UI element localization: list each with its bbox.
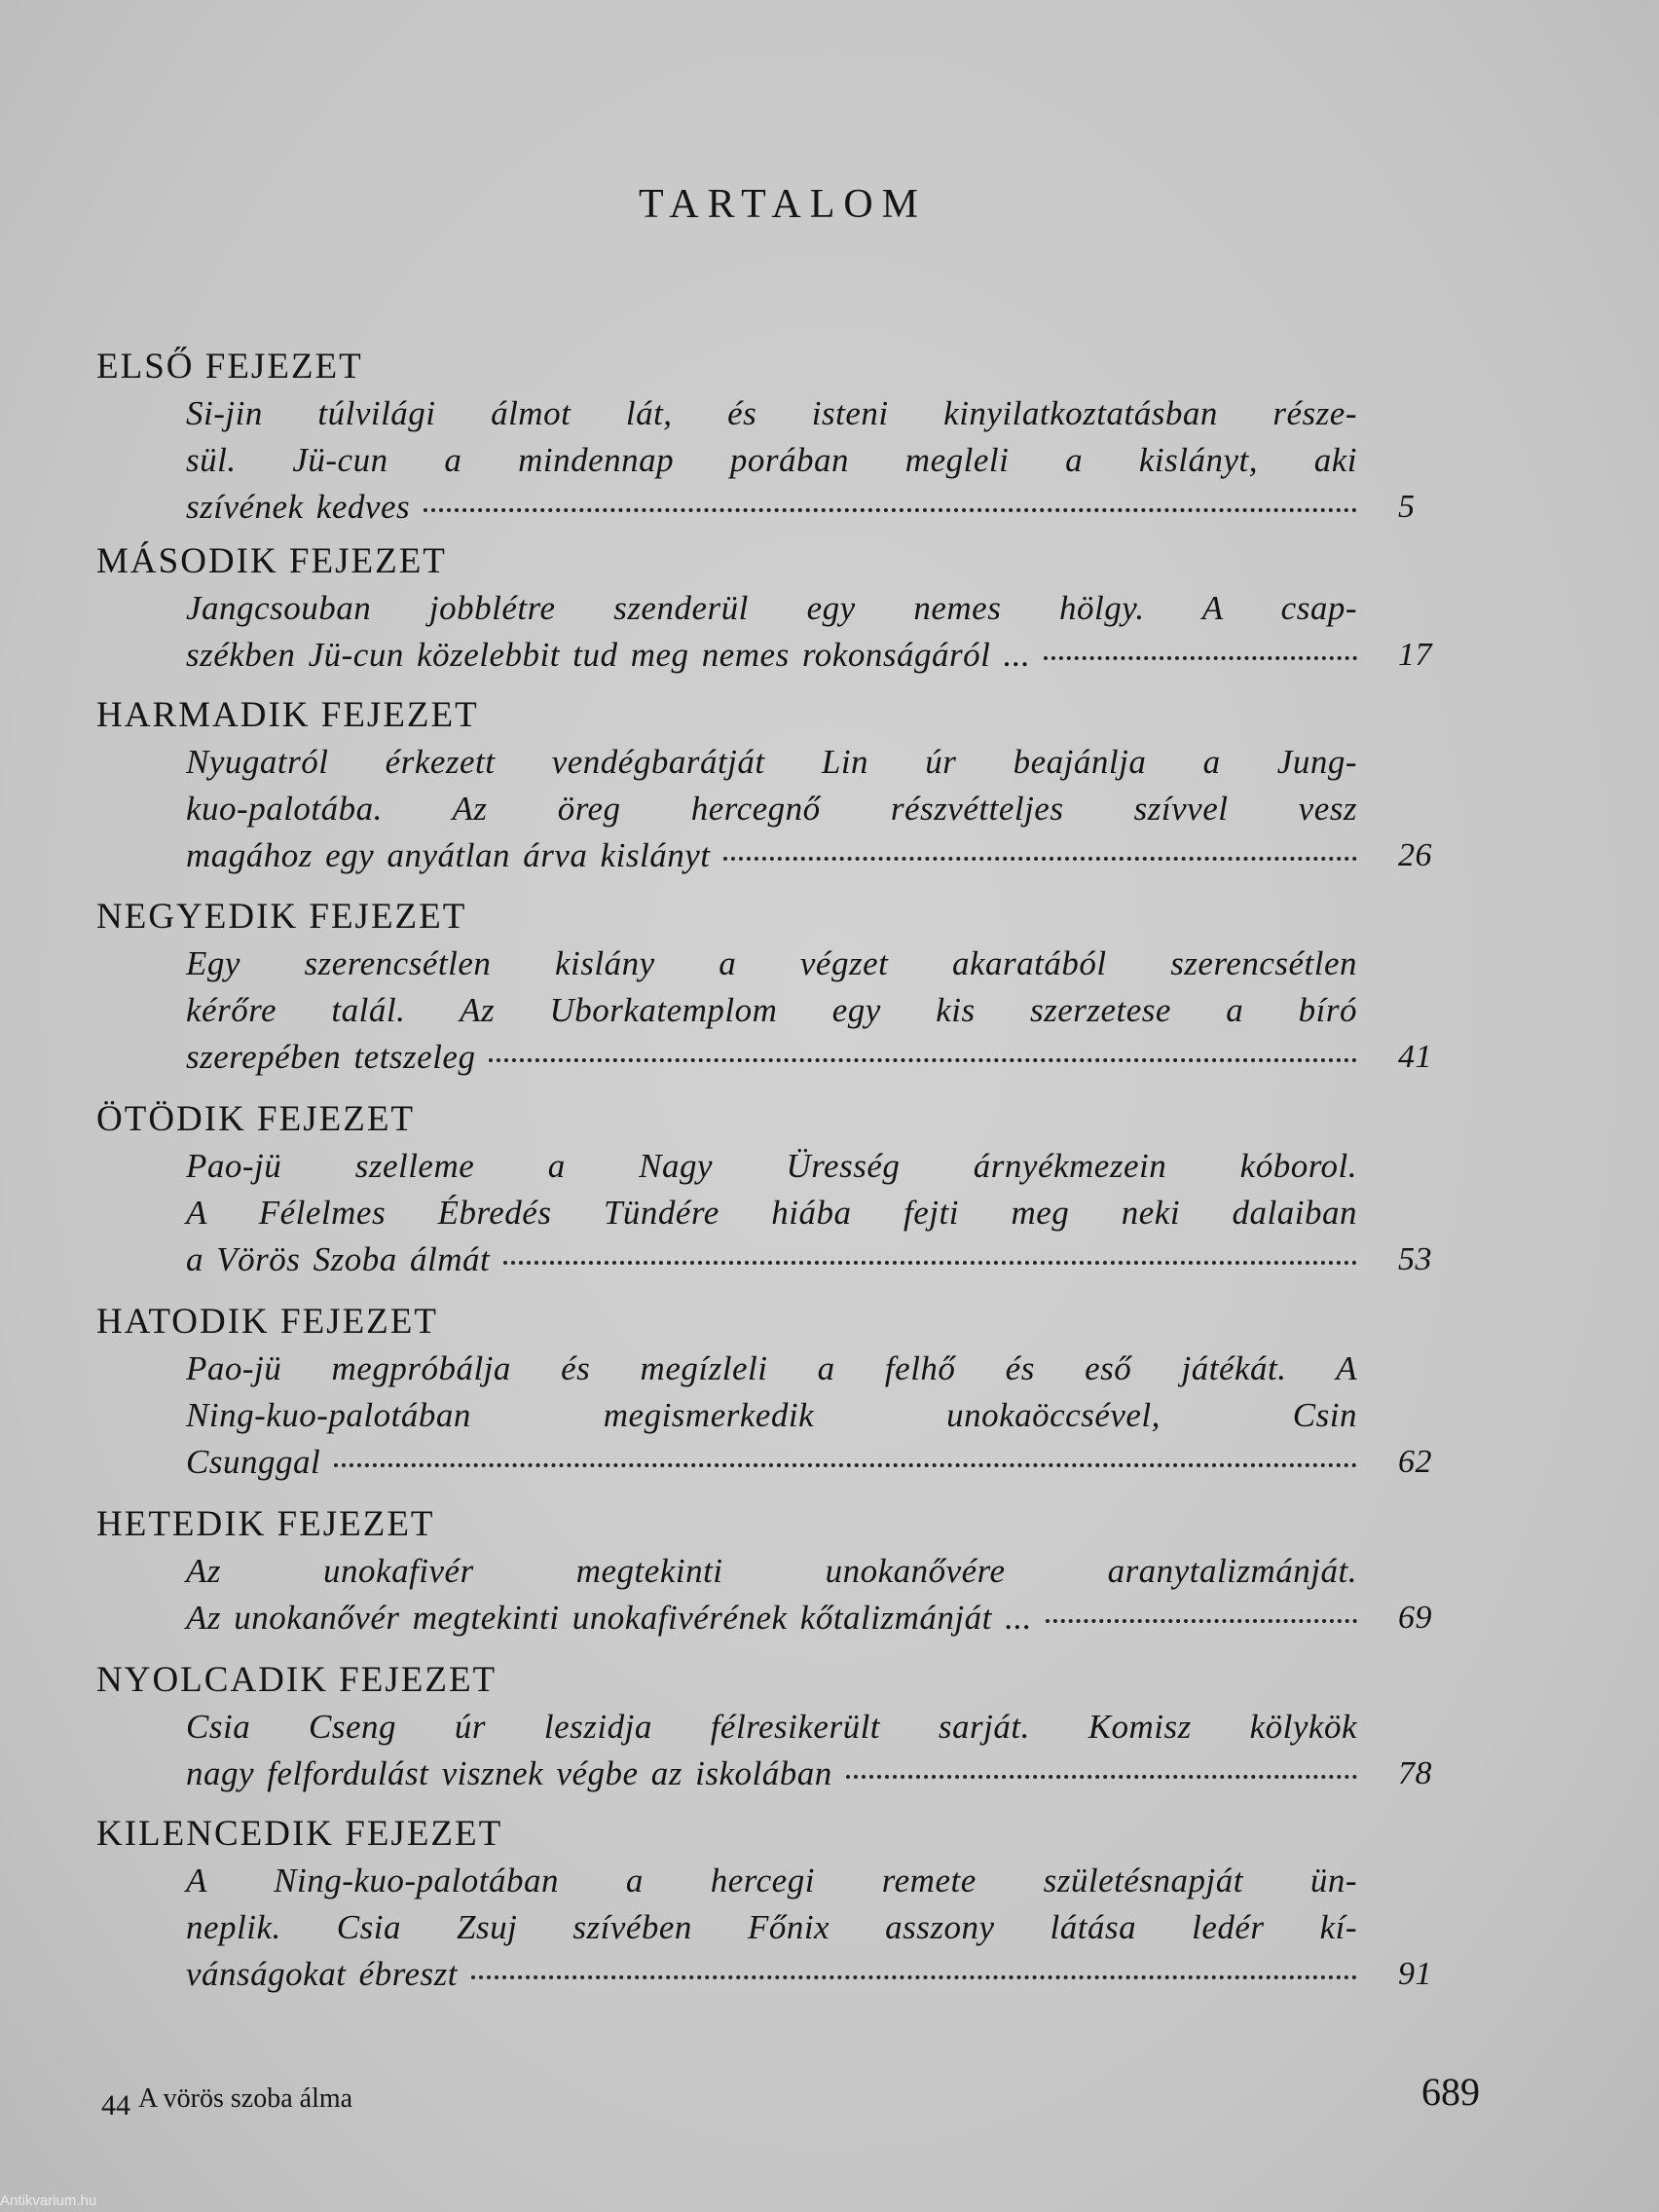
chapter-summary-line: Jangcsouban jobblétre szenderül egy nemes hölgy. A csap- [186,589,1357,627]
chapter-summary-line: Pao-jü megpróbálja és megízleli a felhő és eső játékát. A [186,1349,1357,1387]
toc-entry [96,894,1495,1081]
chapter-summary-line [186,1951,1432,1998]
chapter-title: KILENCEDIK FEJEZET [96,1814,503,1854]
summary-text: szívének kedves [186,488,411,526]
chapter-page-number: 5 [1398,489,1416,525]
chapter-page-number: 69 [1398,1600,1432,1636]
signature-number: 44 [101,2089,130,2121]
summary-text: Csunggal [186,1443,321,1481]
dot-leader [471,1975,1357,1979]
chapter-summary-line: Egy szerencsétlen kislány a végzet akaratából szerencsétlen [186,944,1357,982]
chapter-page-number: 53 [1398,1241,1432,1277]
page-number: 689 [1421,2070,1480,2114]
chapter-summary-line [186,1236,1432,1283]
chapter-page-number: 26 [1398,837,1432,873]
chapter-summary-line: Ning-kuo-palotában megismerkedik unokaöccsével, Csin [186,1396,1357,1434]
chapter-page-number: 62 [1398,1444,1432,1480]
chapter-page-number: 91 [1398,1956,1432,1992]
chapter-summary-line [186,1439,1432,1486]
chapter-summary-line [186,1034,1432,1081]
chapter-summary-line: A Félelmes Ébredés Tündére hiába fejti meg neki dalaiban [186,1194,1357,1232]
chapter-summary-line: Pao-jü szelleme a Nagy Üresség árnyékmezein kóborol. [186,1147,1357,1185]
dot-leader [1046,1619,1357,1623]
chapter-title: NEGYEDIK FEJEZET [96,897,467,937]
chapter-title: NYOLCADIK FEJEZET [96,1660,498,1700]
dot-leader [1044,656,1357,660]
dot-leader [846,1775,1357,1779]
chapter-summary-line [186,1595,1432,1641]
toc-entry [96,1299,1495,1486]
chapter-title: ELSŐ FEJEZET [96,347,363,387]
chapter-summary-line: neplik. Csia Zsuj szívében Főnix asszony látása ledér kí- [186,1908,1357,1946]
chapter-summary-line: kérőre talál. Az Uborkatemplom egy kis szerzetese a bíró [186,991,1357,1029]
chapter-page-number: 78 [1398,1755,1432,1791]
chapter-title: HETEDIK FEJEZET [96,1504,435,1544]
chapter-summary-line [186,632,1432,679]
dot-leader [334,1463,1357,1467]
chapter-title: HARMADIK FEJEZET [96,695,479,735]
dot-leader [723,857,1357,861]
summary-text: a Vörös Szoba álmát [186,1240,491,1278]
toc-entry [96,1096,1495,1283]
summary-text: vánságokat ébreszt [186,1955,459,1993]
toc-entry [96,1657,1495,1797]
dot-leader [424,508,1357,512]
toc-entry [96,344,1495,531]
chapter-page-number: 41 [1398,1039,1432,1075]
watermark: Antikvarium.hu [0,2193,97,2209]
chapter-summary-line: Si-jin túlvilági álmot lát, és isteni kinyilatkoztatásban része- [186,394,1357,432]
footer-signature [101,2082,353,2121]
toc-entry [96,1501,1495,1641]
toc-entry [96,1811,1495,1998]
chapter-summary-line: Csia Cseng úr leszidja félresikerült sarját. Komisz kölykök [186,1708,1357,1746]
page-title: TARTALOM [638,182,928,227]
summary-text: magához egy anyátlan árva kislányt [186,836,711,874]
chapter-title: HATODIK FEJEZET [96,1302,438,1342]
dot-leader [489,1058,1357,1062]
summary-text: szerepében tetszeleg [186,1038,476,1076]
toc-entry [96,538,1495,679]
chapter-summary-line: Az unokafivér megtekinti unokanővére aranytalizmánját. [186,1552,1357,1590]
chapter-page-number: 17 [1398,637,1432,673]
toc-entry [96,692,1495,879]
chapter-summary-line: A Ning-kuo-palotában a hercegi remete születésnapját ün- [186,1862,1357,1899]
book-title: A vörös szoba álma [138,2083,353,2114]
chapter-title: MÁSODIK FEJEZET [96,541,447,581]
chapter-summary-line: sül. Jü-cun a mindennap porában megleli a kislányt, aki [186,441,1357,479]
dot-leader [503,1261,1357,1265]
chapter-summary-line: Nyugatról érkezett vendégbarátját Lin úr beajánlja a Jung- [186,743,1357,781]
chapter-title: ÖTÖDIK FEJEZET [96,1099,416,1139]
chapter-summary-line [186,484,1416,531]
summary-text: nagy felfordulást visznek végbe az iskolában [186,1754,832,1792]
chapter-summary-line [186,1751,1432,1797]
chapter-summary-line: kuo-palotába. Az öreg hercegnő részvétteljes szívvel vesz [186,790,1357,828]
summary-text: székben Jü-cun közelebbit tud meg nemes rokonságáról ... [186,636,1031,674]
chapter-summary-line [186,832,1432,879]
summary-text: Az unokanővér megtekinti unokafivérének kőtalizmánját ... [186,1599,1032,1637]
